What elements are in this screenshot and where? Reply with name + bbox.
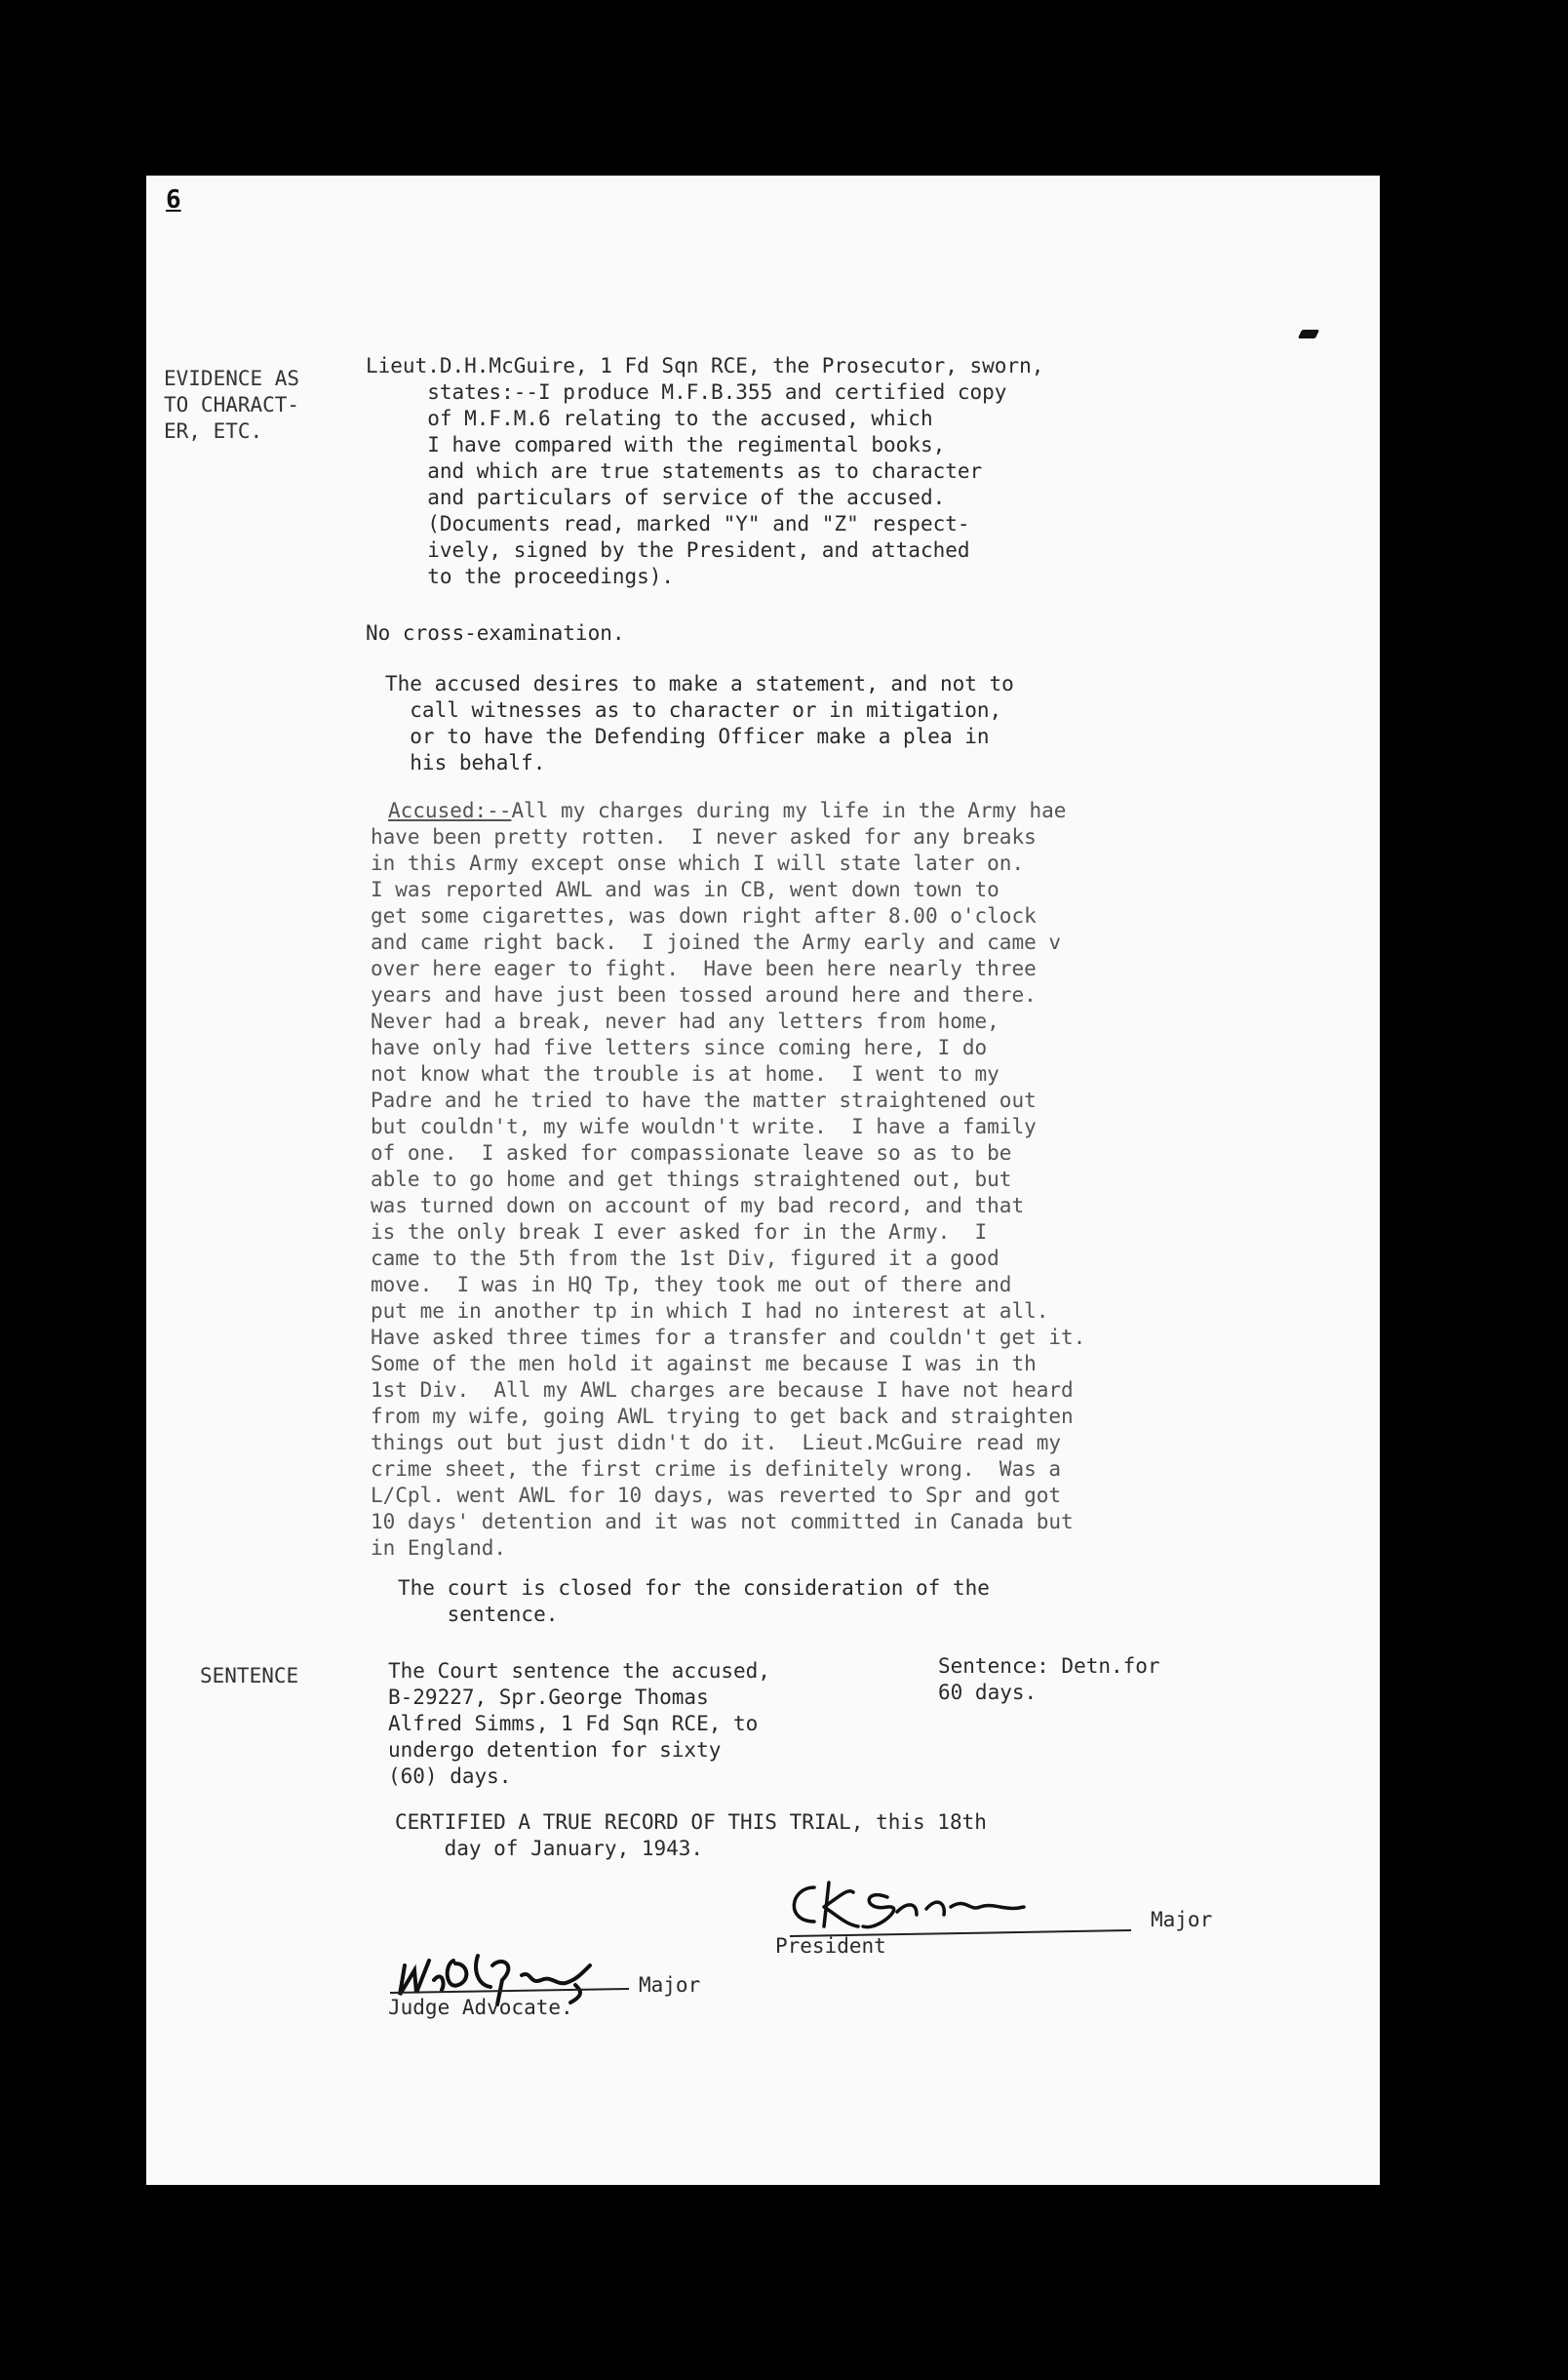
statement-intent: The accused desires to make a statement, and not to call witnesses as to character or in mitigation, or to have the Defending Officer make a plea in his behalf.: [385, 672, 1014, 774]
evidence-paragraph: Lieut.D.H.McGuire, 1 Fd Sqn RCE, the Prosecutor, sworn, states:--I produce M.F.B.355 and certified copy of M.F.M.6 relating to the accused, which I have compared with the regimental books, and which are true statements as to character and particulars of service of the accused. (Documents read, marked "Y" and "Z" respect- ively, signed by the President, and attached to the proceedings).: [366, 354, 1044, 588]
court-closed: The court is closed for the consideration of the sentence.: [398, 1576, 990, 1626]
accused-statement-opening: All my charges during my life in the Army hae: [511, 799, 1067, 822]
certification: CERTIFIED A TRUE RECORD OF THIS TRIAL, this 18th day of January, 1943.: [395, 1810, 987, 1860]
margin-heading-evidence: EVIDENCE AS TO CHARACT- ER, ETC.: [164, 367, 300, 443]
margin-heading-sentence: SENTENCE: [200, 1664, 299, 1687]
sentence-text: The Court sentence the accused, B-29227, Spr.George Thomas Alfred Simms, 1 Fd Sqn RCE, to undergo detention for sixty (60) days.: [388, 1659, 770, 1788]
page-number: 6: [166, 185, 181, 215]
accused-label: Accused:--: [388, 799, 512, 822]
president-rank: Major: [1151, 1908, 1213, 1931]
sentence-summary: Sentence: Detn.for 60 days.: [938, 1654, 1160, 1704]
judge-advocate-label: Judge Advocate.: [388, 1996, 573, 2019]
judge-rank: Major: [639, 1973, 701, 1997]
no-cross-examination: No cross-examination.: [366, 621, 625, 645]
accused-statement: have been pretty rotten. I never asked for any breaks in this Army except onse which I will state later on. I was reported AWL and was in CB, went down town to get some cigarettes, was down right after 8.00 o'clock and came right back. I joined the Army early and came v over here eager to fight. Have been here nearly three years and have just been tossed around here and there. Never had a break, never had any letters from home, have only had five letters since coming here, I do not know what the trouble is at home. I went to my Padre and he tried to have the matter straightened out but couldn't, my wife wouldn't write. I have a family of one. I asked for compassionate leave so as to be able to go home and get things straightened out, but was turned down on account of my bad record, and that is the only break I ever asked for in the Army. I came to the 5th from the 1st Div, figured it a good move. I was in HQ Tp, they took me out of there and put me in another tp in which I had no interest at all. Have asked three times for a transfer and couldn't get it. Some of the men hold it against me because I was in th 1st Div. All my AWL charges are because I have not heard from my wife, going AWL trying to get back and straighten things out but just didn't do it. Lieut.McGuire read my crime sheet, the first crime is definitely wrong. Was a L/Cpl. went AWL for 10 days, was reverted to Spr and got 10 days' detention and it was not committed in Canada but in England.: [371, 825, 1086, 1560]
accused-statement-first-line: [388, 798, 1066, 824]
president-label: President: [775, 1934, 886, 1958]
